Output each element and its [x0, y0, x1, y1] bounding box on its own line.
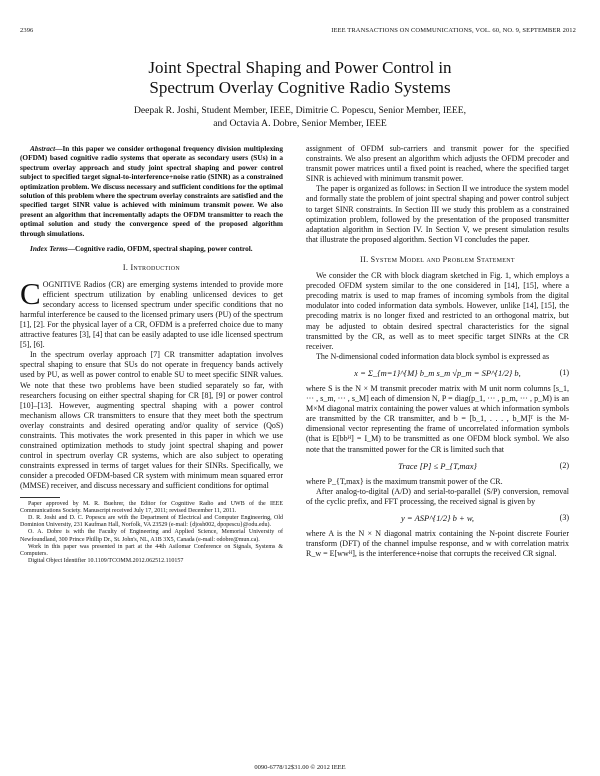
abstract-lead: Abstract [30, 144, 56, 153]
body-paragraph: After analog-to-digital (A/D) and serial-to-parallel (S/P) conversion, removal of the cyclic prefix, and FFT processing, the received signal is given by [306, 486, 569, 506]
equation-number: (1) [559, 367, 569, 377]
footnote: Work in this paper was presented in part at the 44th Asilomar Conference on Signals, Systems & Computers. [20, 543, 283, 557]
paper-title [60, 58, 540, 98]
equation-body: x = Σ_{m=1}^{M} b_m s_m √p_m = SP^{1/2} b, [354, 367, 521, 378]
equation-body: y = ASP^{1/2} b + w, [400, 513, 474, 523]
section-heading: I. Introduction [122, 263, 181, 273]
intro-text: OGNITIVE Radios (CR) are emerging systems intended to provide more efficient spectrum utilization by enabling unlicensed devices to get secondary access to licensed spectrum under specific conditions that no harmful interference be caused to the licensed primary users (PU) of the spectrum [1], [2]. For the physical layer of a CR, OFDM is a preferred choice due to many attractive features [3], [4] that can be easily adapted to use idle licensed spectrum [5], [6]. [20, 279, 283, 350]
body-paragraph: where A is the N × N diagonal matrix containing the N-point discrete Fourier transform (DFT) of the channel impulse response, and w with correlation matrix R_w = E[wwᴴ], is the interference+noise that corrupts the received CR signal. [306, 529, 569, 559]
title-line: Spectrum Overlay Cognitive Radio Systems [149, 78, 451, 97]
doi-line: Digital Object Identifier 10.1109/TCOMM.2012.062512.110157 [28, 558, 184, 565]
section-heading: II. System Model and Problem Statement [360, 254, 515, 264]
index-terms [20, 244, 283, 253]
footnote: Paper approved by M. R. Buehrer, the Editor for Cognitive Radio and UWB of the IEEE Communications Society. Manuscript received July 17, 2011; revised December 11, 2011. [20, 500, 283, 514]
equation-number: (3) [559, 513, 569, 522]
page-number: 2396 [20, 27, 34, 34]
authors-line: and Octavia A. Dobre, Senior Member, IEEE [213, 118, 387, 129]
body-paragraph: We consider the CR with block diagram sketched in Fig. 1, which employs a precoded OFDM system similar to the one considered in [14], [15], where a precoding matrix is used to map frames of incoming symbols from the digital modulator into coded information data symbols. However, unlike [14], [15], the precoding matrix is no longer fixed and restricted to an orthogonal matrix, but may be adjusted to obtain desired spectral characteristics for the signal transmitted by the CR, as well as to meet specific target SINRs at the CR receiver. [306, 271, 569, 351]
abstract-text: —In this paper we consider orthogonal frequency division multiplexing (OFDM) based cognitive radio systems that operate as secondary users (SUs) in a spectrum overlay approach and study joint spectral shaping and power control subject to specified target signal-to-interference+noise ratio (SINR) as a constrained optimization problem. We discuss necessary and sufficient conditions for the optimal solution of this problem where the spectrum overlay constraints are satisfied and the specified target SINR value is achieved with minimum transmit power. We also present an algorithm that incrementally adapts the OFDM transmitter to reach the optimal solution and study the convergence speed of the proposed algorithm through simulations. [20, 144, 283, 238]
copyright-line: 0090-6778/12$31.00 © 2012 IEEE [254, 764, 346, 771]
body-paragraph: where P_{T,max} is the maximum transmit power of the CR. [306, 476, 503, 486]
intro-paragraph [20, 275, 283, 351]
author-list [60, 104, 540, 130]
title-line: Joint Spectral Shaping and Power Control in [148, 58, 452, 77]
equation [306, 368, 569, 378]
equation [306, 513, 569, 523]
equation-number: (2) [559, 460, 569, 470]
intro-paragraph: In the spectrum overlay approach [7] CR transmitter adaptation involves spectral shaping to ensure that SUs do not operate in frequency bands actively used by PU, as well as power control to enable SU to meet specific SINR values. We note that these two problems have been studied separately so far, with researchers focusing on either spectral shaping for CR [8], [9] or power control [10]–[13]. However, augmenting spectral shaping with a power control mechanism allows CR transmitters to ensure that they meet both the spectrum overlay constraints and desired operating and/or quality of service (QoS) constraints. This motivates the work presented in this paper in which we use constrained optimization methods to study joint spectral shaping and power control in spectrum overlay CR systems, which are also subject to operating constraints expressed in terms of target values for their SINRs. Specifically, we consider a precoded OFDM-based CR system with minimum mean squared error (MMSE) receiver, and discuss necessary and sufficient conditions for optimal [20, 350, 283, 491]
left-column [20, 144, 283, 565]
equation [306, 461, 569, 471]
body-paragraph: assignment of OFDM sub-carriers and transmit power for the specified constraints. We also present an algorithm which adjusts the OFDM precoder and transmit power matrices until a fixed point is reached, where the specified target SINR is achieved with minimum transmit power. [306, 144, 569, 184]
body-paragraph: The N-dimensional coded information data block symbol is expressed as [316, 351, 550, 361]
journal-header: IEEE TRANSACTIONS ON COMMUNICATIONS, VOL. 60, NO. 9, SEPTEMBER 2012 [331, 27, 576, 34]
drop-cap: C [20, 275, 41, 311]
body-paragraph: where S is the N × M transmit precoder matrix with M unit norm columns [s_1, ··· , s_m, ··· , s_M] each of dimension N, P = diag(p_1, ··· , p_m, ··· , p_M) is an M×M diagonal matrix containing the power values at which information symbols are transmitted by the CR transmitter, and b = [b_1, . . . , b_M]ᵀ is the M-dimensional vector representing the frame of uncorrelated information symbols (that is E[bbᴴ] = I_M) to be transmitted as one OFDM block symbol. We also note that the transmitted power for the CR is limited such that [306, 383, 569, 454]
index-terms-lead: Index Terms [30, 244, 68, 254]
authors-line: Deepak R. Joshi, Student Member, IEEE, Dimitrie C. Popescu, Senior Member, IEEE, [133, 105, 467, 116]
index-terms-text: —Cognitive radio, OFDM, spectral shaping, power control. [67, 244, 253, 254]
right-column [306, 144, 569, 559]
footnote-divider [20, 497, 60, 498]
abstract [20, 144, 283, 238]
footnote: O. A. Dobre is with the Faculty of Engineering and Applied Science, Memorial University of Newfoundland, 300 Prince Phillip Dr., St. John's, NL, A1B 3X5, Canada (e-mail: odobre@mun.ca). [20, 529, 283, 543]
equation-body: Trace [P] ≤ P_{T,max} [398, 460, 477, 471]
body-paragraph: The paper is organized as follows: in Section II we introduce the system model and formally state the problem of joint spectral shaping and power control subject to target SINR constraints. In Section III we study this problem as a constrained optimization problem, followed by the presentation of the proposed transmitter adaptation algorithm in Section IV. In Section V, we present simulation results that illustrate the proposed algorithm. Section VI concludes the paper. [306, 184, 569, 244]
footnote: D. R. Joshi and D. C. Popescu are with the Department of Electrical and Computer Engineering, Old Dominion University, 231 Kaufman Hall, Norfolk, VA 23529 (e-mail: {djosh002, dpopescu}@odu.edu). [20, 514, 283, 529]
